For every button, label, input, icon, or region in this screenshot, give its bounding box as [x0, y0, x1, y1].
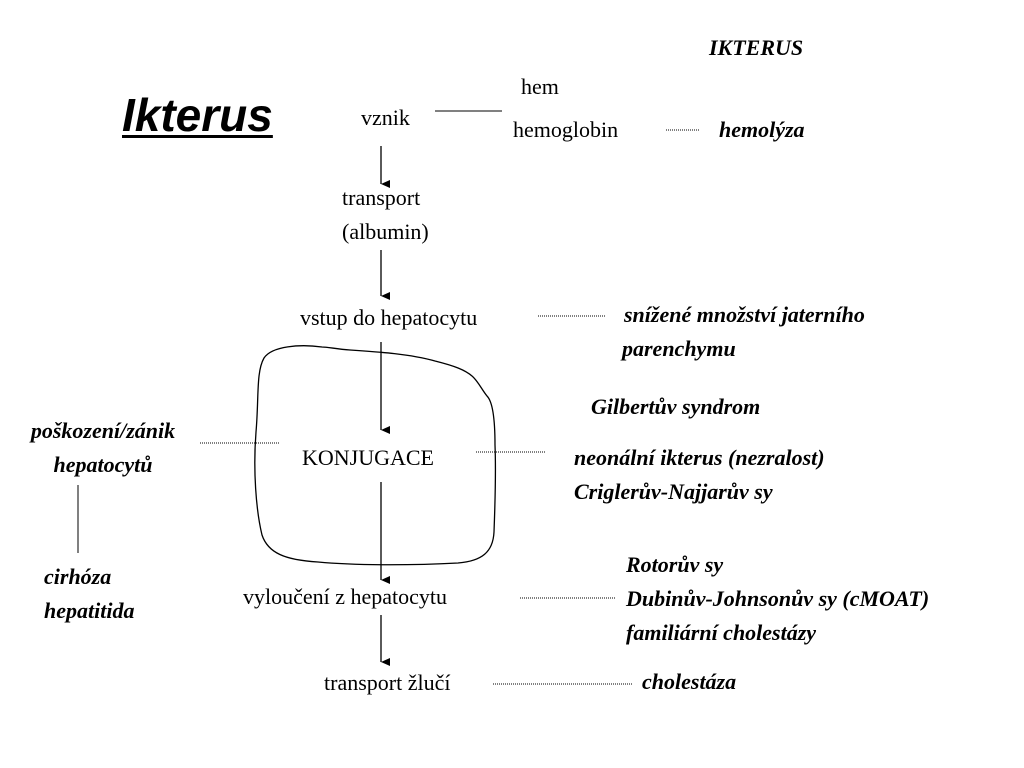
rotor-label: Rotorův sy — [626, 552, 724, 577]
header-label: IKTERUS — [709, 35, 804, 60]
vznik-label: vznik — [361, 105, 410, 130]
poskozeni-label-1: poškození/zánik — [30, 418, 176, 443]
transport-label: transport — [342, 185, 421, 210]
cholestaza-label: cholestáza — [642, 669, 737, 694]
konjugace-label: KONJUGACE — [302, 445, 434, 470]
hepatitida-label: hepatitida — [44, 598, 135, 623]
dubin-label: Dubinův-Johnsonův sy (cMOAT) — [626, 586, 930, 611]
familial-label: familiární cholestázy — [626, 620, 817, 645]
snizene-label-2: parenchymu — [622, 336, 736, 361]
vylouceni-label: vyloučení z hepatocytu — [243, 584, 448, 609]
hem-label: hem — [521, 74, 559, 99]
albumin-label: (albumin) — [342, 219, 429, 244]
page-title: Ikterus — [122, 89, 273, 141]
vstup-label: vstup do hepatocytu — [300, 305, 478, 330]
hemoglobin-label: hemoglobin — [513, 117, 619, 142]
neonatal-label: neonální ikterus (nezralost) — [574, 445, 825, 470]
gilbert-label: Gilbertův syndrom — [591, 394, 761, 419]
poskozeni-label-2: hepatocytů — [53, 452, 153, 477]
transport-zluci-label: transport žlučí — [324, 670, 451, 695]
snizene-label-1: snížené množství jaterního — [624, 302, 865, 327]
cirhoza-label: cirhóza — [44, 564, 112, 589]
hemolyza-label: hemolýza — [719, 117, 805, 142]
crigler-label: Criglerův-Najjarův sy — [574, 479, 773, 504]
